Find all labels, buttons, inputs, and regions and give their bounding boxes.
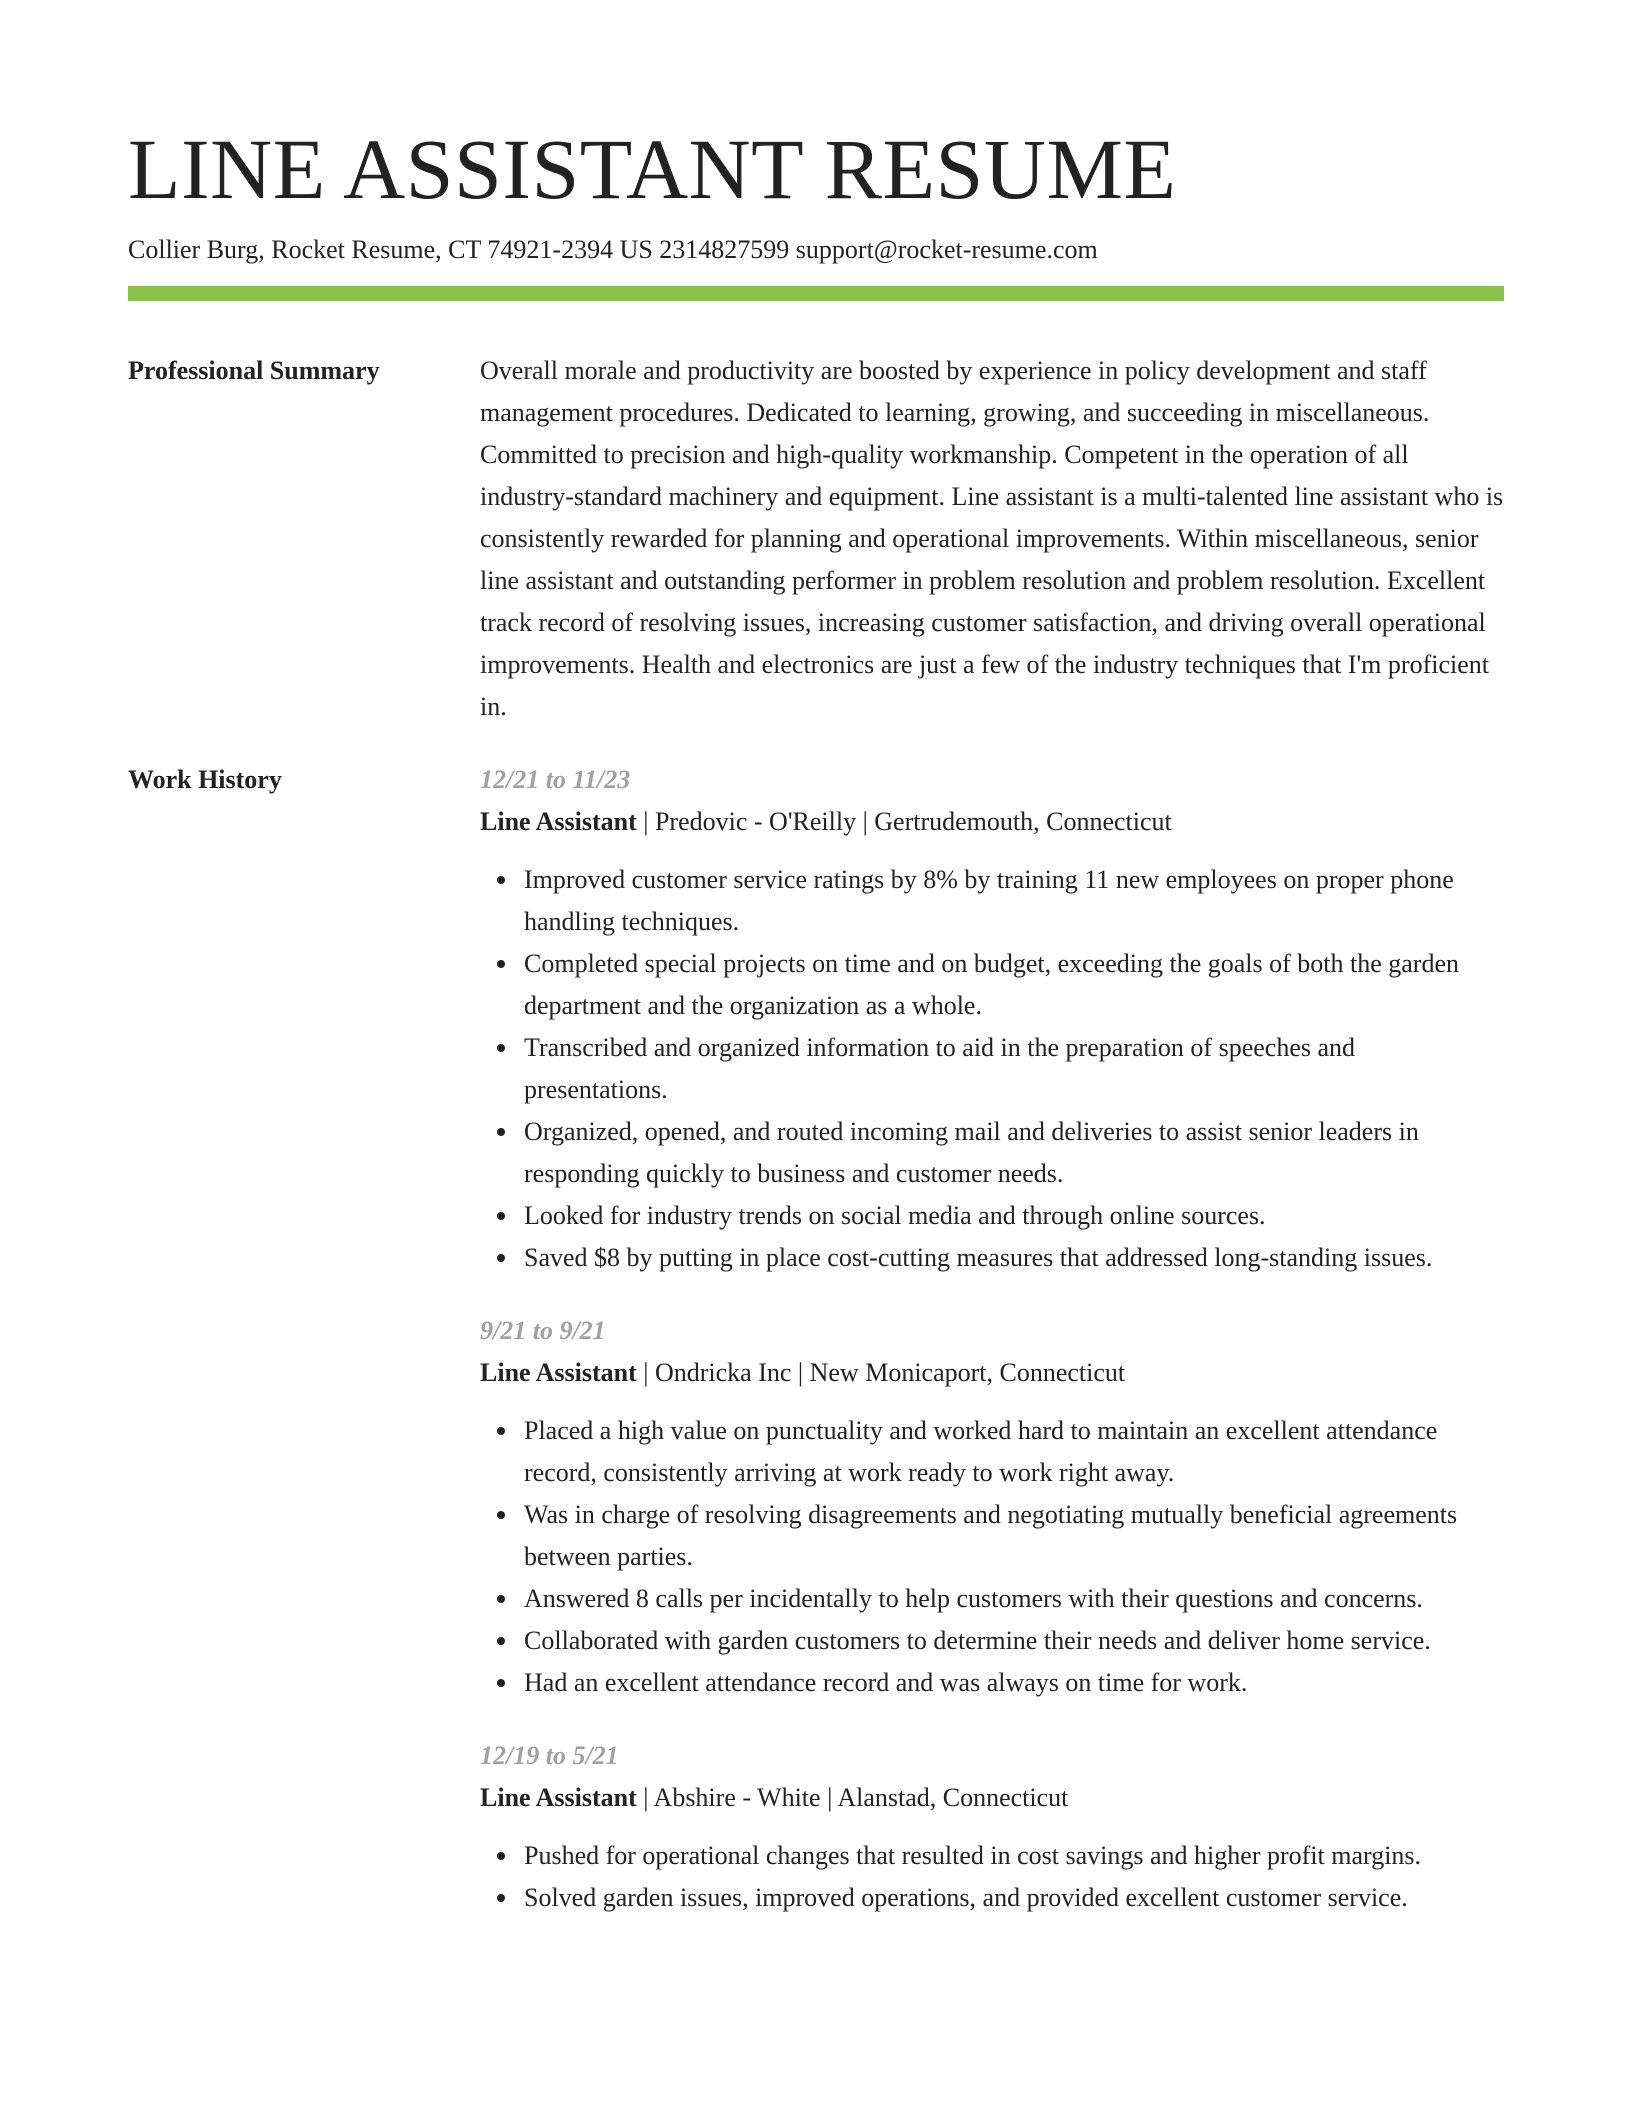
bullet-dot-icon (497, 1254, 505, 1262)
summary-text: Overall morale and productivity are boosted by experience in policy development and staff management procedures. Dedicated to learning, growing, and succeeding in miscellaneous. Committed to precision and high-quality workmanship. Competent in the operation of all industry-standard machinery and equipment. Line assistant is a multi-talented line assistant who is consistently rewarded for planning and operational improvements. Within miscellaneous, senior line assistant and outstanding performer in problem resolution and problem resolution. Excellent track record of resolving issues, increasing customer satisfaction, and driving overall operational improvements. Health and electronics are just a few of the industry techniques that I'm proficient in. (480, 356, 1504, 721)
job-bullet-list (480, 1835, 1504, 1919)
job-bullet-text: Pushed for operational changes that resulted in cost savings and higher profit margins. (524, 1841, 1422, 1870)
job-heading (480, 801, 1504, 843)
work-history-body (480, 759, 1504, 1950)
summary-body (480, 350, 1504, 728)
job-bullet-text: Transcribed and organized information to aid in the preparation of speeches and presentations. (524, 1033, 1356, 1104)
job-title: Line Assistant (480, 1358, 637, 1387)
bullet-dot-icon (497, 1044, 505, 1052)
job-bullet-text: Organized, opened, and routed incoming mail and deliveries to assist senior leaders in responding quickly to business and customer needs. (524, 1117, 1419, 1188)
bullet-dot-icon (497, 1637, 505, 1645)
work-history-section (128, 759, 1504, 1950)
job-bullet-text: Answered 8 calls per incidentally to help customers with their questions and concerns. (524, 1584, 1423, 1613)
job-entry (480, 759, 1504, 1279)
job-bullet (480, 859, 1504, 943)
job-bullet-text: Completed special projects on time and on budget, exceeding the goals of both the garden department and the organization as a whole. (524, 949, 1460, 1020)
bullet-dot-icon (497, 1511, 505, 1519)
job-bullet (480, 1237, 1504, 1279)
job-bullet (480, 1620, 1504, 1662)
job-dates: 9/21 to 9/21 (480, 1316, 606, 1345)
bullet-dot-icon (497, 1894, 505, 1902)
job-entry (480, 1735, 1504, 1919)
job-bullet-text: Solved garden issues, improved operations, and provided excellent customer service. (524, 1883, 1408, 1912)
accent-divider (128, 286, 1504, 301)
bullet-dot-icon (497, 1128, 505, 1136)
job-bullet-text: Was in charge of resolving disagreements and negotiating mutually beneficial agreements between parties. (524, 1500, 1458, 1571)
job-bullet (480, 1662, 1504, 1704)
bullet-dot-icon (497, 960, 505, 968)
job-bullet-text: Placed a high value on punctuality and worked hard to maintain an excellent attendance record, consistently arriving at work ready to work right away. (524, 1416, 1438, 1487)
contact-info: Collier Burg, Rocket Resume, CT 74921-2394 US 2314827599 support@rocket-resume.com (128, 235, 1098, 264)
job-bullet-text: Improved customer service ratings by 8% by training 11 new employees on proper phone handling techniques. (524, 865, 1454, 936)
bullet-dot-icon (497, 1212, 505, 1220)
section-label-work-history: Work History (128, 765, 282, 794)
job-employer-location: | Ondricka Inc | New Monicaport, Connecticut (636, 1358, 1126, 1387)
bullet-dot-icon (497, 1427, 505, 1435)
job-bullet (480, 1877, 1504, 1919)
resume-page (128, 0, 1504, 1950)
job-bullet-text: Collaborated with garden customers to determine their needs and deliver home service. (524, 1626, 1431, 1655)
job-bullet-list (480, 1410, 1504, 1704)
job-employer-location: | Predovic - O'Reilly | Gertrudemouth, Connecticut (636, 807, 1172, 836)
bullet-dot-icon (497, 1679, 505, 1687)
job-title: Line Assistant (480, 1783, 637, 1812)
bullet-dot-icon (497, 1595, 505, 1603)
job-bullet-list (480, 859, 1504, 1279)
job-heading (480, 1352, 1504, 1394)
job-bullet (480, 1835, 1504, 1877)
job-dates: 12/19 to 5/21 (480, 1741, 619, 1770)
bullet-dot-icon (497, 876, 505, 884)
job-bullet (480, 943, 1504, 1027)
job-employer-location: | Abshire - White | Alanstad, Connecticut (636, 1783, 1069, 1812)
job-bullet (480, 1195, 1504, 1237)
job-bullet-text: Looked for industry trends on social media and through online sources. (524, 1201, 1266, 1230)
job-bullet-text: Had an excellent attendance record and was always on time for work. (524, 1668, 1248, 1697)
job-bullet (480, 1494, 1504, 1578)
section-label-professional-summary: Professional Summary (128, 356, 380, 385)
job-title: Line Assistant (480, 807, 637, 836)
job-bullet (480, 1578, 1504, 1620)
professional-summary-section (128, 350, 1504, 728)
job-bullet (480, 1111, 1504, 1195)
job-bullet (480, 1410, 1504, 1494)
bullet-dot-icon (497, 1852, 505, 1860)
job-bullet-text: Saved $8 by putting in place cost-cutting measures that addressed long-standing issues. (524, 1243, 1433, 1272)
job-heading (480, 1777, 1504, 1819)
job-entry (480, 1310, 1504, 1704)
resume-title: LINE ASSISTANT RESUME (128, 121, 1177, 217)
job-bullet (480, 1027, 1504, 1111)
job-dates: 12/21 to 11/23 (480, 765, 631, 794)
